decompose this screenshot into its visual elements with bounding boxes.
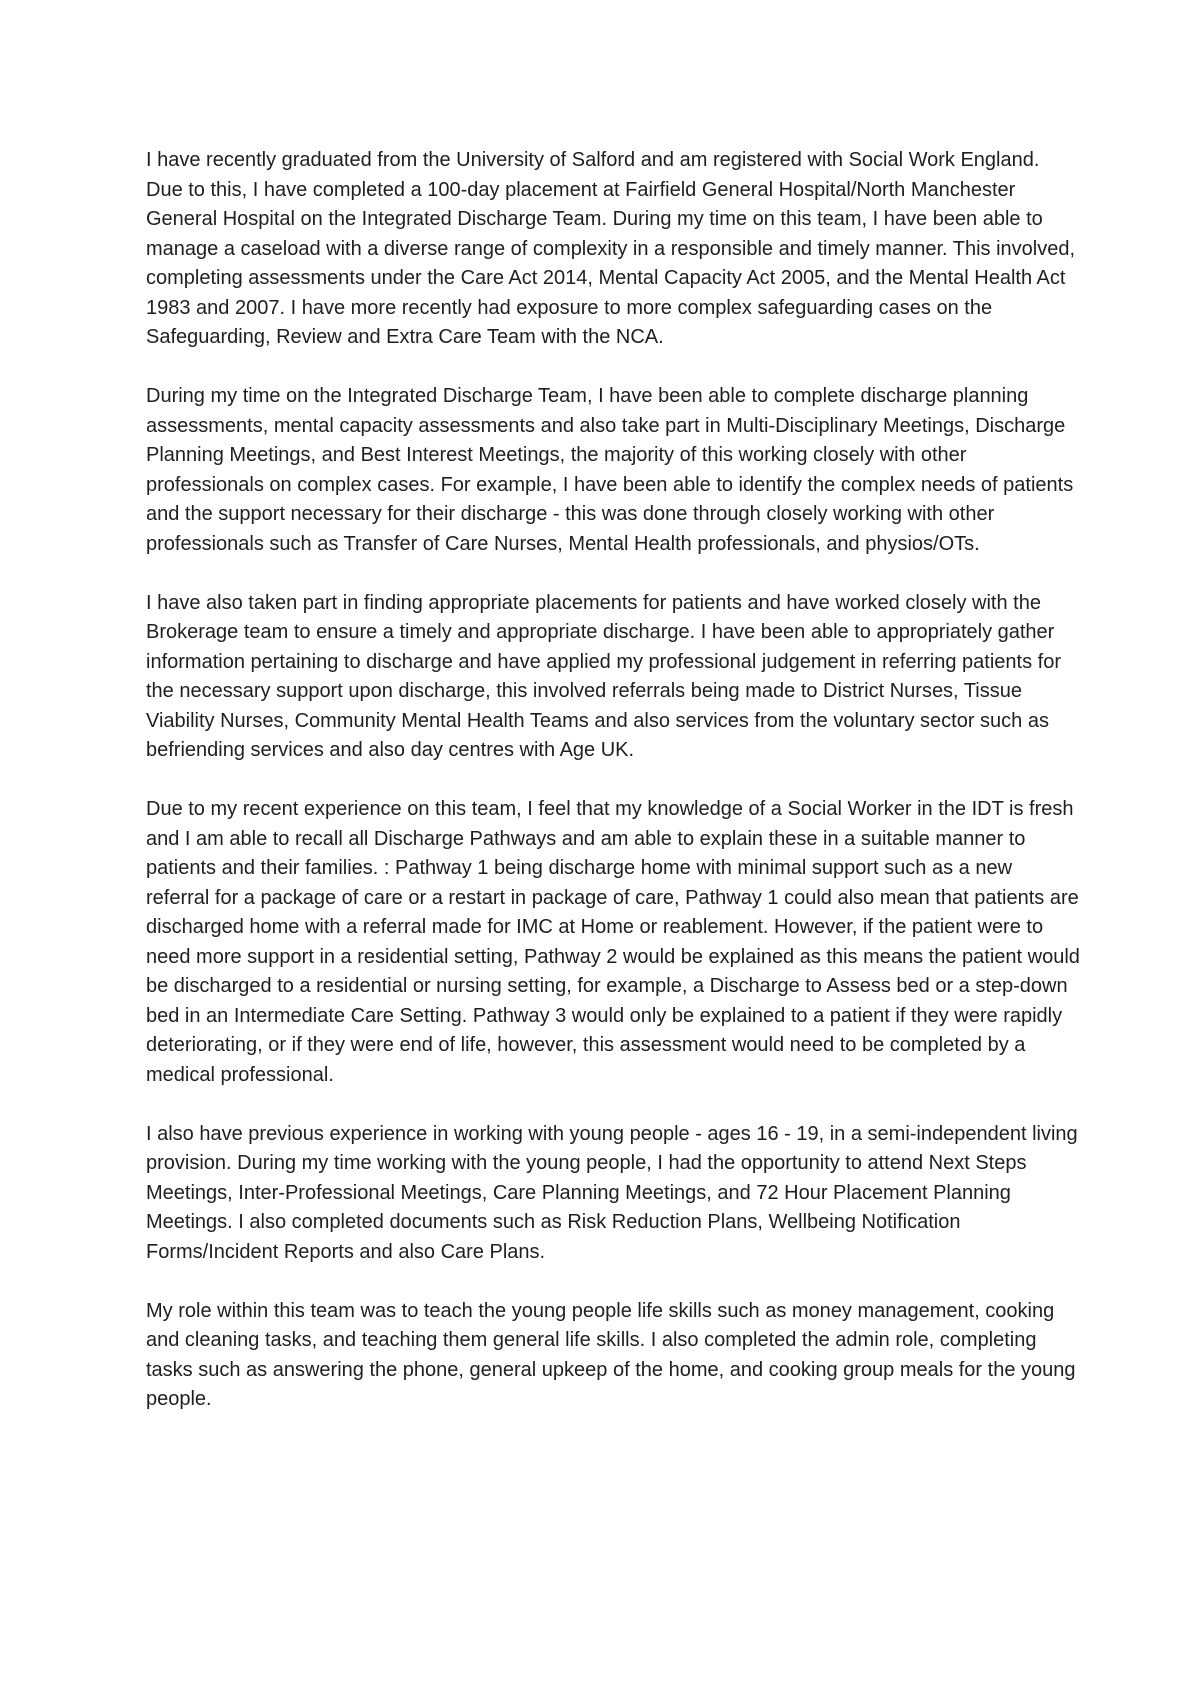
paragraph-education-placement: I have recently graduated from the University of Salford and am registered with Social Work England. Due to this, I have completed a 100-day placement at Fairfield General Hospital/North Manchester General Hospital on the Integrated Discharge Team. During my time on this team, I have been able to manage a caseload with a diverse range of complexity in a responsible and timely manner. This involved, completing assessments under the Care Act 2014, Mental Capacity Act 2005, and the Mental Health Act 1983 and 2007. I have more recently had exposure to more complex safeguarding cases on the Safeguarding, Review and Extra Care Team with the NCA. [146, 149, 1076, 348]
paragraph-discharge-pathways: Due to my recent experience on this team, I feel that my knowledge of a Social Worker in the IDT is fresh and I am able to recall all Discharge Pathways and am able to explain these in a suitable manner to patients and their families. : Pathway 1 being discharge home with minimal support such as a new referral for a package of care or a restart in package of care, Pathway 1 could also mean that patients are discharged home with a referral made for IMC at Home or reablement. However, if the patient were to need more support in a residential setting, Pathway 2 would be explained as this means the patient would be discharged to a residential or nursing setting, for example, a Discharge to Assess bed or a step-down bed in an Intermediate Care Setting. Pathway 3 would only be explained to a patient if they were rapidly deteriorating, or if they were end of life, however, this assessment would need to be completed by a medical professional. [146, 798, 1080, 1086]
paragraph-placements-referrals: I have also taken part in finding appropriate placements for patients and have worked closely with the Brokerage team to ensure a timely and appropriate discharge. I have been able to appropriately gather information pertaining to discharge and have applied my professional judgement in referring patients for the necessary support upon discharge, this involved referrals being made to District Nurses, Tissue Viability Nurses, Community Mental Health Teams and also services from the voluntary sector such as befriending services and also day centres with Age UK. [146, 591, 1061, 761]
paragraph-team-role: My role within this team was to teach the young people life skills such as money management, cooking and cleaning tasks, and teaching them general life skills. I also completed the admin role, completing tasks such as answering the phone, general upkeep of the home, and cooking group meals for the young people. [146, 1299, 1076, 1410]
paragraph-discharge-team-work: During my time on the Integrated Discharge Team, I have been able to complete discharge planning assessments, mental capacity assessments and also take part in Multi-Disciplinary Meetings, Discharge Planning Meetings, and Best Interest Meetings, the majority of this working closely with other professionals on complex cases. For example, I have been able to identify the complex needs of patients and the support necessary for their discharge - this was done through closely working with other professionals such as Transfer of Care Nurses, Mental Health professionals, and physios/OTs. [146, 385, 1074, 555]
paragraph-young-people-experience: I also have previous experience in working with young people - ages 16 - 19, in a semi-independent living provision. During my time working with the young people, I had the opportunity to attend Next Steps Meetings, Inter-Professional Meetings, Care Planning Meetings, and 72 Hour Placement Planning Meetings. I also completed documents such as Risk Reduction Plans, Wellbeing Notification Forms/Incident Reports and also Care Plans. [146, 1122, 1078, 1263]
